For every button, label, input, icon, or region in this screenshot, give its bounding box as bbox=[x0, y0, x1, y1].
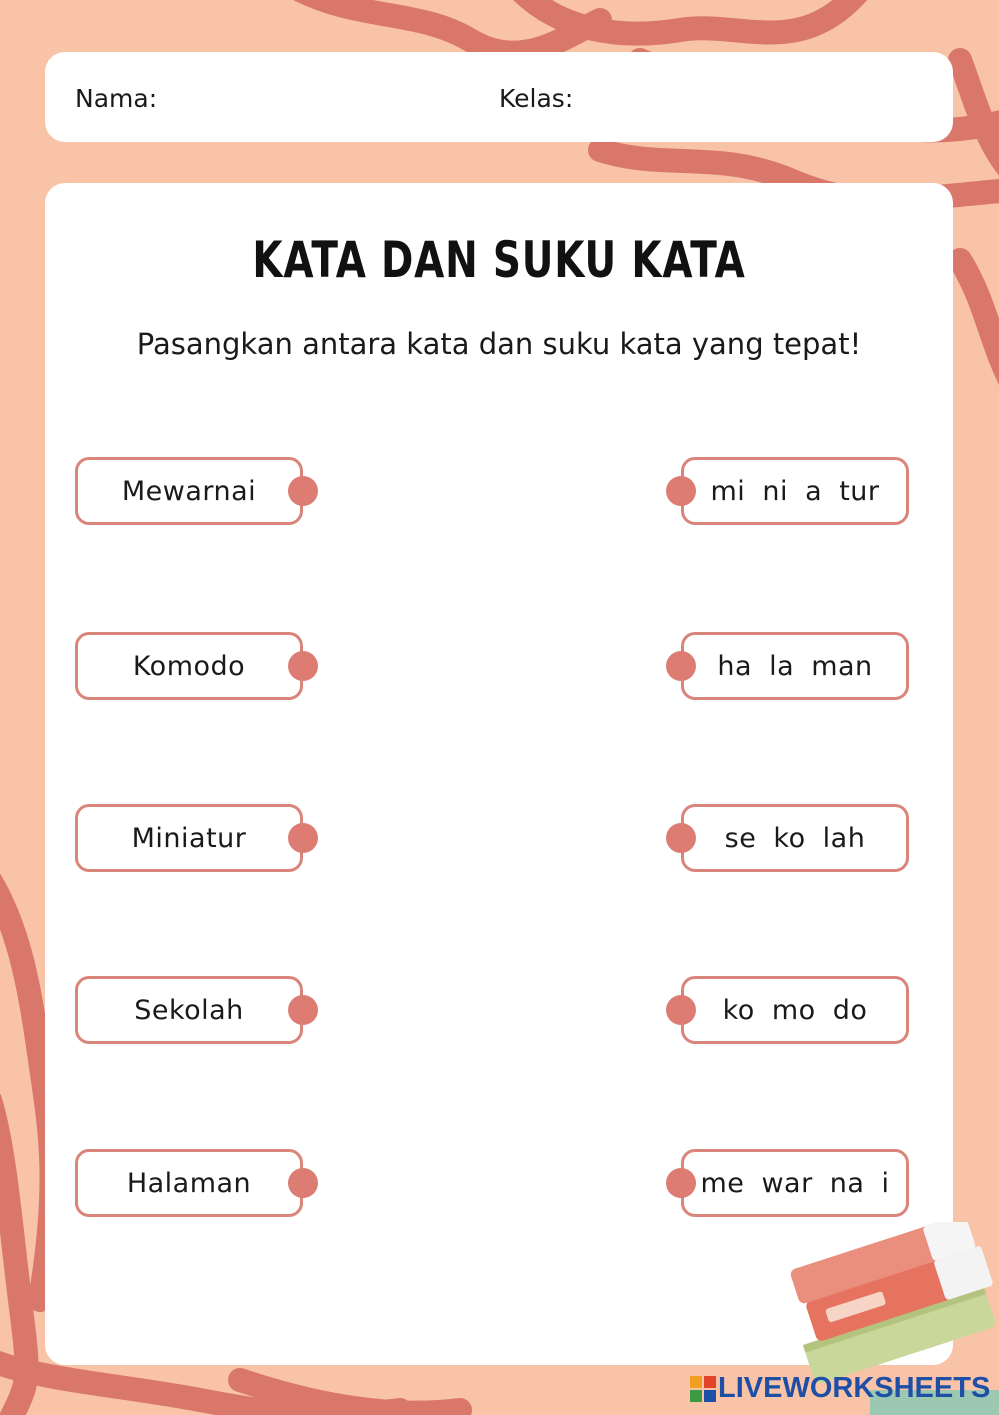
student-info-card bbox=[45, 52, 953, 142]
connector-dot[interactable] bbox=[666, 651, 696, 681]
syllable-label: me war na i bbox=[700, 1167, 890, 1199]
connector-dot[interactable] bbox=[288, 1168, 318, 1198]
syllable-label: se ko lah bbox=[724, 822, 866, 854]
syllable-item[interactable] bbox=[681, 632, 909, 700]
syllable-label: mi ni a tur bbox=[710, 475, 880, 507]
worksheet-instruction: Pasangkan antara kata dan suku kata yang tepat! bbox=[136, 327, 862, 361]
word-item[interactable] bbox=[75, 976, 303, 1044]
word-label: Mewarnai bbox=[121, 475, 257, 507]
syllable-item[interactable] bbox=[681, 976, 909, 1044]
liveworksheets-watermark bbox=[690, 1372, 990, 1405]
watermark-text: LIVEWORKSHEETS bbox=[718, 1372, 991, 1404]
connector-dot[interactable] bbox=[288, 651, 318, 681]
connector-dot[interactable] bbox=[666, 995, 696, 1025]
class-field-label: Kelas: bbox=[499, 84, 574, 113]
word-label: Halaman bbox=[126, 1167, 252, 1199]
syllable-item[interactable] bbox=[681, 804, 909, 872]
name-field-label: Nama: bbox=[75, 84, 158, 113]
syllable-label: ha la man bbox=[717, 650, 873, 682]
word-label: Sekolah bbox=[134, 994, 244, 1026]
worksheet-title: KATA DAN SUKU KATA bbox=[252, 231, 746, 289]
connector-dot[interactable] bbox=[666, 1168, 696, 1198]
connector-dot[interactable] bbox=[666, 476, 696, 506]
connector-dot[interactable] bbox=[288, 823, 318, 853]
word-item[interactable] bbox=[75, 804, 303, 872]
word-item[interactable] bbox=[75, 1149, 303, 1217]
syllable-item[interactable] bbox=[681, 457, 909, 525]
connector-dot[interactable] bbox=[666, 823, 696, 853]
word-item[interactable] bbox=[75, 632, 303, 700]
syllable-label: ko mo do bbox=[722, 994, 868, 1026]
word-label: Miniatur bbox=[131, 822, 247, 854]
word-label: Komodo bbox=[132, 650, 246, 682]
worksheet-card bbox=[45, 183, 953, 1365]
syllable-item[interactable] bbox=[681, 1149, 909, 1217]
connector-dot[interactable] bbox=[288, 476, 318, 506]
word-item[interactable] bbox=[75, 457, 303, 525]
liveworksheets-logo-icon bbox=[690, 1376, 716, 1402]
connector-dot[interactable] bbox=[288, 995, 318, 1025]
